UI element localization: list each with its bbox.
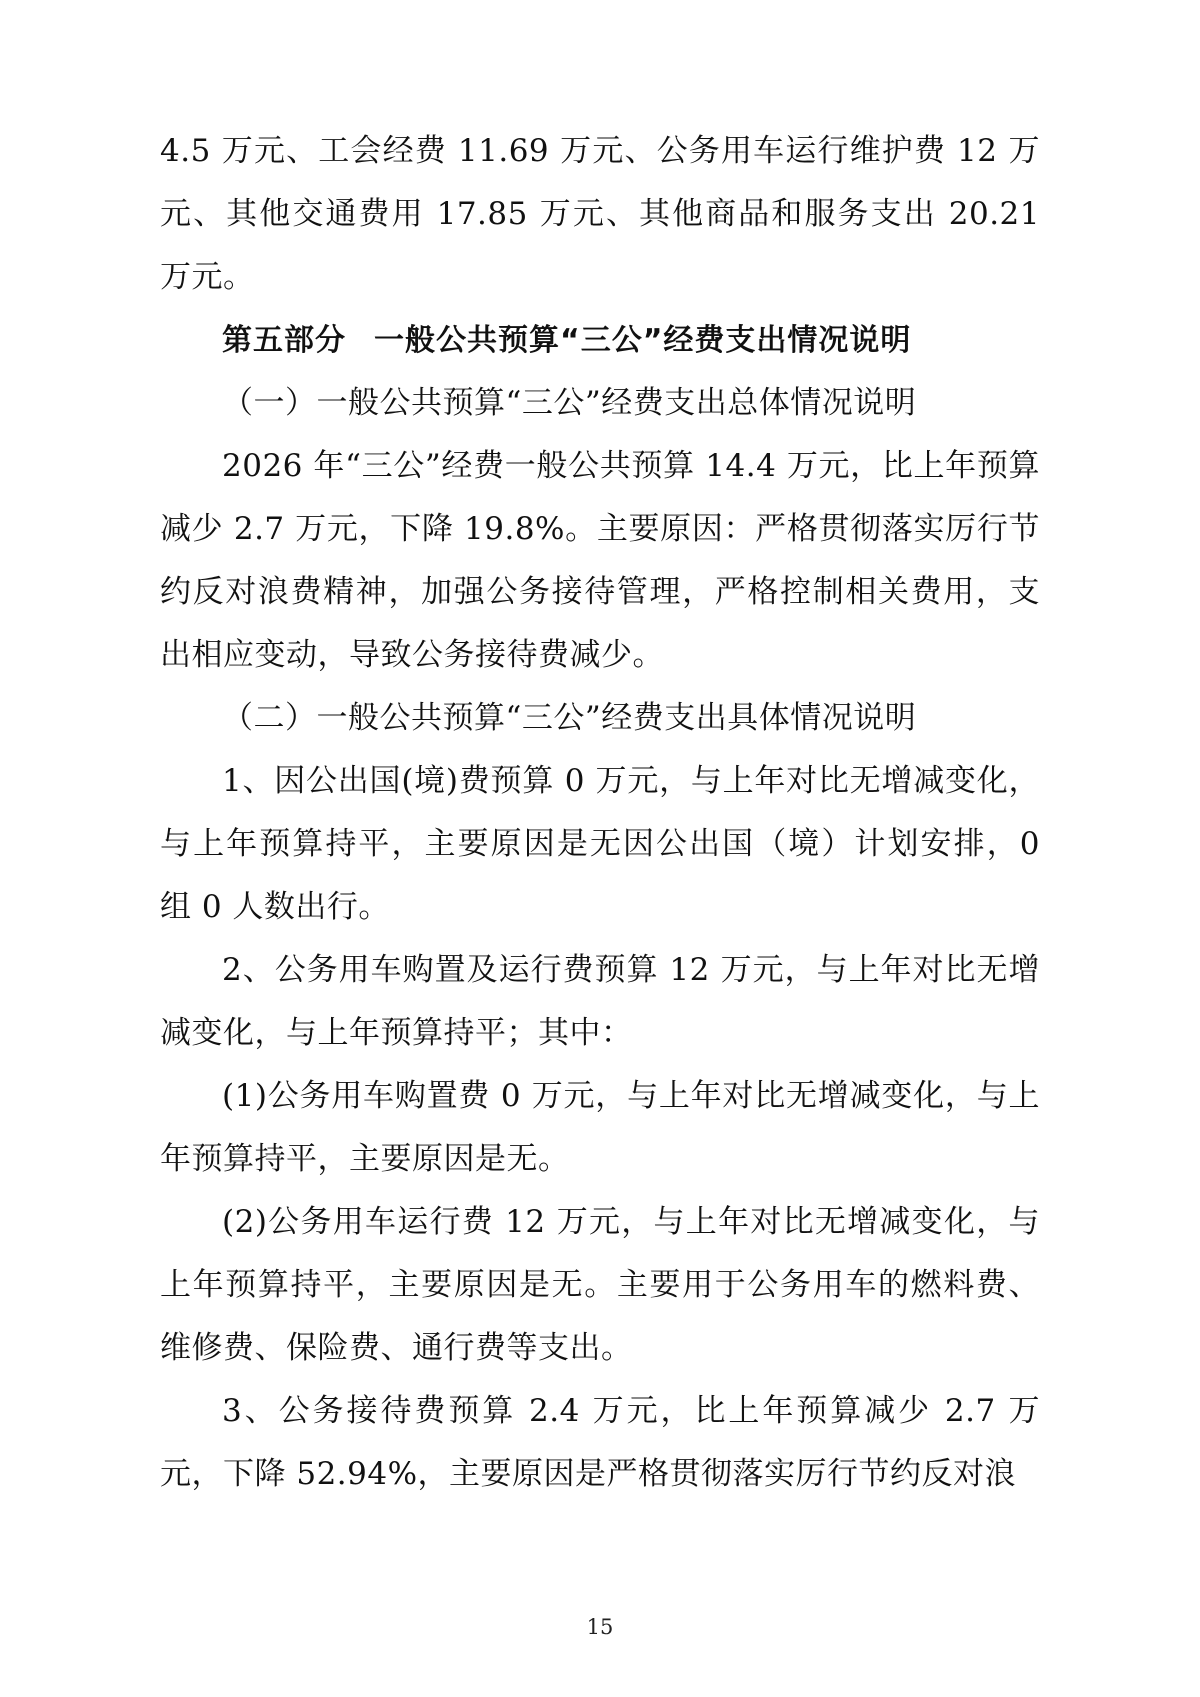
paragraph-official-vehicle: 2、公务用车购置及运行费预算 12 万元，与上年对比无增减变化，与上年预算持平；其中： (160, 952, 1040, 1051)
paragraph-continuation: 4.5 万元、工会经费 11.69 万元、公务用车运行维护费 12 万元、其他交通费用 17.85 万元、其他商品和服务支出 20.21 万元。 (160, 133, 1040, 295)
page-number: 15 (586, 1615, 614, 1639)
paragraph-vehicle-purchase: (1)公务用车购置费 0 万元，与上年对比无增减变化，与上年预算持平，主要原因是无。 (160, 1078, 1040, 1177)
subsection-one-heading: （一）一般公共预算“三公”经费支出总体情况说明 (222, 385, 917, 421)
section-heading-title: 一般公共预算“三公”经费支出情况说明 (374, 323, 912, 358)
subsection-two-heading: （二）一般公共预算“三公”经费支出具体情况说明 (222, 700, 917, 736)
paragraph-vehicle-operation: (2)公务用车运行费 12 万元，与上年对比无增减变化，与上年预算持平，主要原因是无。主要用于公务用车的燃料费、维修费、保险费、通行费等支出。 (160, 1204, 1040, 1366)
section-heading-label: 第五部分 (222, 323, 346, 358)
section-heading-part-five (160, 309, 1040, 372)
paragraph-overseas-travel: 1、因公出国(境)费预算 0 万元，与上年对比无增减变化，与上年预算持平，主要原因是无因公出国（境）计划安排，0 组 0 人数出行。 (160, 763, 1040, 925)
paragraph-official-reception: 3、公务接待费预算 2.4 万元，比上年预算减少 2.7 万元，下降 52.94%，主要原因是严格贯彻落实厉行节约反对浪 (160, 1393, 1040, 1492)
paragraph-overall-explanation: 2026 年“三公”经费一般公共预算 14.4 万元，比上年预算减少 2.7 万元，下降 19.8%。主要原因：严格贯彻落实厉行节约反对浪费精神，加强公务接待管理，严格控制相关费用，支出相应变动，导致公务接待费减少。 (160, 448, 1040, 673)
